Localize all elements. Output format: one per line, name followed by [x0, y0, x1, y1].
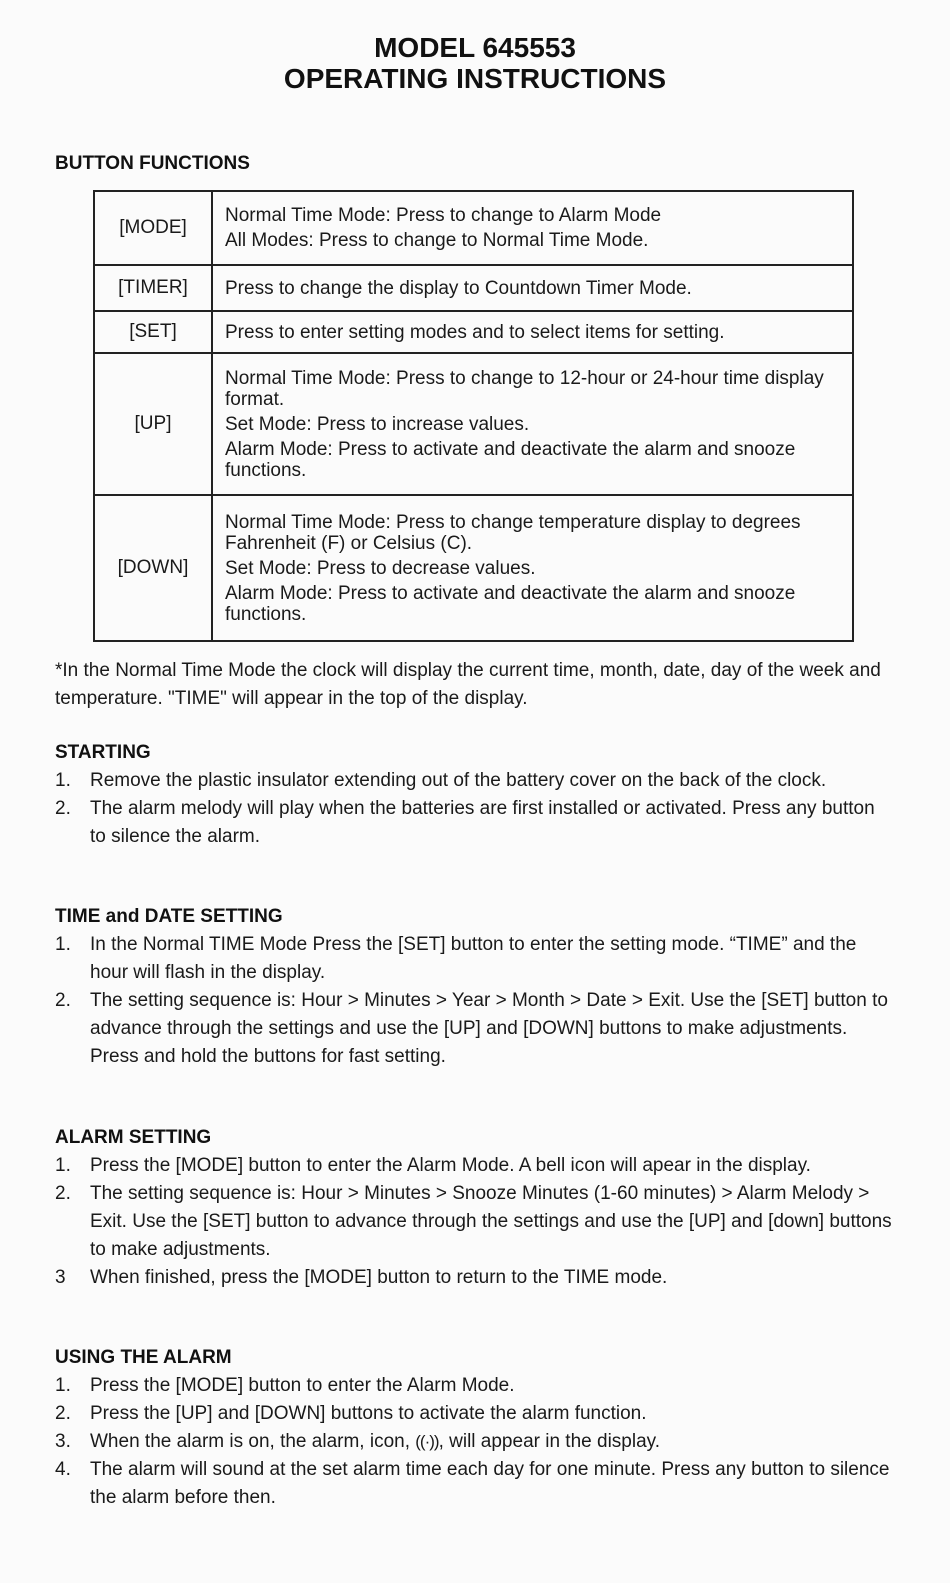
button-functions-table	[93, 190, 854, 642]
step-number: 2.	[55, 798, 71, 819]
list-item	[55, 767, 895, 795]
step-number: 1.	[55, 770, 71, 791]
table-row	[94, 495, 853, 641]
step-text: The setting sequence is: Hour > Minutes > Snooze Minutes (1-60 minutes) > Alarm Melody > Exit. Use the [SET] button to advance through the settings and use the [UP] and [down] buttons to make adjustments.	[90, 1183, 892, 1260]
list-item	[55, 1264, 895, 1292]
normal-mode-note: *In the Normal Time Mode the clock will display the current time, month, date, day of the week and temperature. "TIME" will appear in the top of the display.	[55, 660, 881, 709]
description-line: Set Mode: Press to increase values.	[225, 413, 530, 435]
step-number: 1.	[55, 934, 71, 955]
button-name-cell: [MODE]	[94, 191, 212, 265]
button-description-cell	[212, 311, 853, 353]
list-item	[55, 1400, 895, 1428]
step-number: 2.	[55, 1403, 71, 1424]
table-row	[94, 311, 853, 353]
button-name-cell: [SET]	[94, 311, 212, 353]
alarm-setting-steps	[55, 1152, 895, 1292]
step-text: Remove the plastic insulator extending out of the battery cover on the back of the clock.	[90, 770, 827, 791]
alarm-setting-heading: ALARM SETTING	[55, 1127, 212, 1148]
description-line: Alarm Mode: Press to activate and deactivate the alarm and snooze functions.	[225, 582, 796, 625]
starting-heading: STARTING	[55, 742, 151, 763]
button-functions-heading: BUTTON FUNCTIONS	[55, 153, 250, 174]
step-text: When finished, press the [MODE] button to return to the TIME mode.	[90, 1267, 668, 1288]
step-text: , will appear in the display.	[438, 1431, 661, 1452]
step-text: In the Normal TIME Mode Press the [SET] button to enter the setting mode. “TIME” and the hour will flash in the display.	[90, 934, 857, 983]
alarm-icon: ((·))	[415, 1432, 439, 1451]
description-line: Alarm Mode: Press to activate and deactivate the alarm and snooze functions.	[225, 438, 796, 481]
description-line: Press to change the display to Countdown Timer Mode.	[225, 277, 692, 299]
time-date-steps	[55, 931, 895, 1071]
button-description-cell	[212, 495, 853, 641]
list-item	[55, 795, 895, 851]
time-date-heading: TIME and DATE SETTING	[55, 906, 283, 927]
button-name-cell: [UP]	[94, 353, 212, 495]
step-number: 4.	[55, 1459, 71, 1480]
step-text: The setting sequence is: Hour > Minutes > Year > Month > Date > Exit. Use the [SET] button to advance through the settings and use the [UP] and [DOWN] buttons to make adjustments. Press and hold the buttons for fast setting.	[90, 990, 888, 1067]
step-number: 2.	[55, 1183, 71, 1204]
list-item	[55, 1372, 895, 1400]
model-title: MODEL 645553	[374, 32, 576, 63]
list-item	[55, 1180, 895, 1264]
list-item	[55, 1152, 895, 1180]
description-line: Set Mode: Press to decrease values.	[225, 557, 536, 579]
step-number: 1.	[55, 1375, 71, 1396]
button-name-cell: [DOWN]	[94, 495, 212, 641]
button-name-cell: [TIMER]	[94, 265, 212, 311]
button-description-cell	[212, 265, 853, 311]
step-number: 1.	[55, 1155, 71, 1176]
table-row	[94, 191, 853, 265]
page-title	[0, 32, 950, 94]
list-item	[55, 931, 895, 987]
step-text: The alarm will sound at the set alarm time each day for one minute. Press any button to silence the alarm before then.	[90, 1459, 890, 1508]
step-number: 3	[55, 1267, 66, 1288]
step-text: Press the [MODE] button to enter the Alarm Mode. A bell icon will apear in the display.	[90, 1155, 811, 1176]
step-text: The alarm melody will play when the batteries are first installed or activated. Press any button to silence the alarm.	[90, 798, 875, 847]
step-number: 3.	[55, 1431, 71, 1452]
list-item	[55, 987, 895, 1071]
step-number: 2.	[55, 990, 71, 1011]
step-text: When the alarm is on, the alarm, icon,	[90, 1431, 410, 1452]
table-row	[94, 353, 853, 495]
list-item	[55, 1456, 895, 1512]
list-item	[55, 1428, 895, 1456]
instructions-title: OPERATING INSTRUCTIONS	[283, 63, 667, 94]
using-alarm-heading: USING THE ALARM	[55, 1347, 232, 1368]
button-description-cell	[212, 191, 853, 265]
step-text: Press the [MODE] button to enter the Alarm Mode.	[90, 1375, 515, 1396]
using-alarm-steps	[55, 1372, 895, 1512]
description-line: All Modes: Press to change to Normal Time Mode.	[225, 230, 649, 251]
table-row	[94, 265, 853, 311]
step-text: Press the [UP] and [DOWN] buttons to activate the alarm function.	[90, 1403, 647, 1424]
description-line: Normal Time Mode: Press to change temperature display to degrees Fahrenheit (F) or Celsius (C).	[225, 511, 801, 554]
starting-steps	[55, 767, 895, 851]
button-description-cell	[212, 353, 853, 495]
description-line: Normal Time Mode: Press to change to 12-hour or 24-hour time display format.	[225, 367, 824, 410]
description-line: Press to enter setting modes and to select items for setting.	[225, 321, 725, 343]
description-line: Normal Time Mode: Press to change to Alarm Mode	[225, 205, 662, 226]
